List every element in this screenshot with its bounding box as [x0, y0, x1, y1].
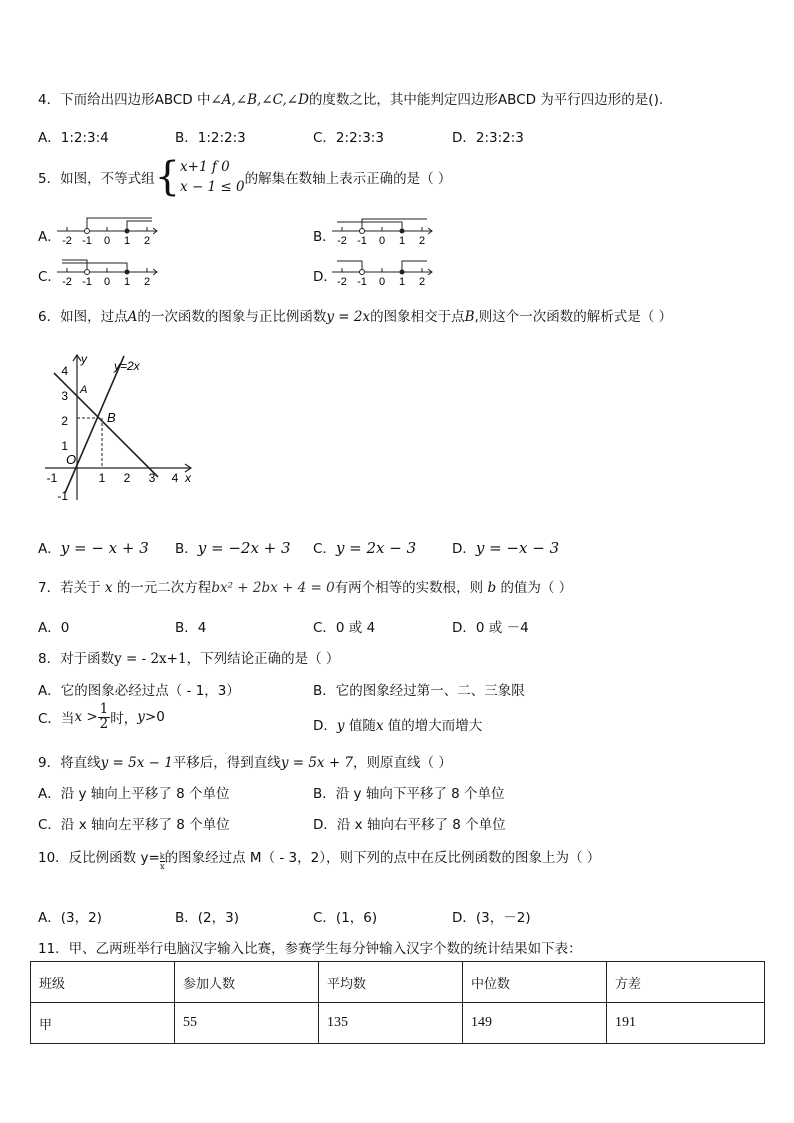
- tick-label: 0: [103, 235, 111, 245]
- q9-option-b[interactable]: B．沿 y 轴向下平移了 8 个单位: [313, 786, 505, 802]
- q5-label-d: D．: [313, 269, 337, 285]
- q6-option-a[interactable]: A．y = − x + 3: [38, 539, 149, 557]
- x-tick-label: 2: [123, 471, 131, 485]
- q6-option-d[interactable]: D．y = −x − 3: [452, 539, 560, 557]
- x-tick-label: 3: [148, 471, 156, 485]
- q7-option-b[interactable]: B．4: [175, 620, 207, 636]
- point-a-label: A: [80, 384, 88, 396]
- q8-option-d[interactable]: D．y 值随x 值的增大而增大: [313, 718, 483, 734]
- tick-label: 1: [398, 235, 406, 245]
- x-axis-label: x: [185, 471, 191, 485]
- q10-option-a[interactable]: A．(3，2): [38, 910, 102, 926]
- q4-option-a[interactable]: A．1:2:3:4: [38, 130, 109, 146]
- tick-label: 2: [143, 235, 151, 245]
- tick-label: -1: [357, 276, 367, 286]
- q6-stem: 6．如图，过点A的一次函数的图象与正比例函数y = 2x的图象相交于点B,则这个一次函数的解析式是（ ）: [38, 309, 673, 325]
- q10-stem: 10．反比例函数 y= $\frac{k}{x}$ 的图象经过点 M（ - 3，2），则下列的点中在反比例函数的图象上为（ ）: [38, 850, 601, 871]
- table-cell: 191: [607, 1003, 765, 1044]
- header-cell: 方差: [607, 962, 765, 1003]
- header-cell: 班级: [31, 962, 175, 1003]
- q7-option-c[interactable]: C．0 或 4: [313, 620, 376, 636]
- point-b-label: B: [107, 410, 116, 425]
- tick-label: 1: [123, 276, 131, 286]
- y-axis-label: y: [81, 352, 87, 366]
- left-brace-icon: {: [154, 154, 181, 200]
- tick-label: 2: [418, 235, 426, 245]
- q8-option-c[interactable]: C．当x > $\frac{1}{2}$ 时，y>0: [38, 701, 165, 732]
- tick-label: -1: [82, 276, 92, 286]
- header-cell: 平均数: [319, 962, 463, 1003]
- q5-label-c: C．: [38, 269, 61, 285]
- q4-option-b[interactable]: B．1:2:2:3: [175, 130, 246, 146]
- q5-label-a: A．: [38, 229, 61, 245]
- table-cell: 135: [319, 1003, 463, 1044]
- y-tick-label: 2: [61, 414, 68, 428]
- q10-option-b[interactable]: B．(2，3): [175, 910, 239, 926]
- q6-option-c[interactable]: C．y = 2x − 3: [313, 539, 417, 557]
- tick-label: -2: [337, 235, 347, 245]
- origin-label: O: [66, 452, 77, 467]
- tick-label: -1: [357, 235, 367, 245]
- q9-option-a[interactable]: A．沿 y 轴向上平移了 8 个单位: [38, 786, 230, 802]
- q4-stem: 4．下而给出四边形ABCD 中∠A,∠B,∠C,∠D的度数之比，其中能判定四边形ABCD 为平行四边形的是().: [38, 92, 664, 108]
- q9-stem: 9．将直线y = 5x − 1平移后，得到直线y = 5x + 7，则原直线（ ）: [38, 755, 452, 771]
- tick-label: 1: [398, 276, 406, 286]
- line-label: y=2x: [114, 359, 140, 373]
- header-cell: 参加人数: [175, 962, 319, 1003]
- y-tick-label: -1: [57, 489, 68, 503]
- q10-option-d[interactable]: D．(3，－2): [452, 910, 531, 926]
- q4-option-c[interactable]: C．2:2:3:3: [313, 130, 384, 146]
- table-header-row: [31, 962, 765, 1003]
- x-tick-label: -1: [46, 471, 58, 485]
- tick-label: 0: [103, 276, 111, 286]
- tick-label: 0: [378, 235, 386, 245]
- q8-option-a[interactable]: A．它的图象必经过点（ - 1，3）: [38, 683, 240, 699]
- table-cell: 甲: [31, 1003, 175, 1044]
- tick-label: -2: [337, 276, 347, 286]
- q7-option-a[interactable]: A．0: [38, 620, 70, 636]
- y-tick-label: 3: [61, 389, 68, 403]
- tick-label: -2: [62, 235, 72, 245]
- tick-label: 0: [378, 276, 386, 286]
- q8-stem: 8．对于函数y = - 2x+1，下列结论正确的是（ ）: [38, 651, 340, 667]
- q5-numberline-b[interactable]: [327, 215, 437, 245]
- table-cell: 55: [175, 1003, 319, 1044]
- fraction-one-half: $\frac{1}{2}$: [99, 701, 109, 732]
- tick-label: 1: [123, 235, 131, 245]
- table-row: [31, 1003, 765, 1044]
- q5-numberline-a[interactable]: [52, 215, 162, 245]
- q5-numberline-c[interactable]: [52, 256, 162, 286]
- tick-label: -1: [82, 235, 92, 245]
- x-tick-label: 1: [98, 471, 106, 485]
- q6-option-b[interactable]: B．y = −2x + 3: [175, 539, 291, 557]
- tick-label: 2: [143, 276, 151, 286]
- stats-table: [30, 961, 765, 1044]
- q5-stem: 5．如图，不等式组{ x+1 f 0 x − 1 ≤ 0 的解集在数轴上表示正确的是（ ）: [38, 154, 452, 200]
- y-tick-label: 4: [61, 364, 68, 378]
- q4-option-d[interactable]: D．2:3:2:3: [452, 130, 524, 146]
- q5-numberline-d[interactable]: [327, 256, 437, 286]
- q9-option-c[interactable]: C．沿 x 轴向左平移了 8 个单位: [38, 817, 230, 833]
- tick-label: -2: [62, 276, 72, 286]
- q7-stem: 7．若关于 x 的一元二次方程bx² + 2bx + 4 = 0有两个相等的实数根，则 b 的值为（ ）: [38, 580, 573, 596]
- tick-label: 2: [418, 276, 426, 286]
- q10-option-c[interactable]: C．(1，6): [313, 910, 378, 926]
- table-cell: 149: [463, 1003, 607, 1044]
- q7-option-d[interactable]: D．0 或 －4: [452, 620, 529, 636]
- header-cell: 中位数: [463, 962, 607, 1003]
- fraction-k-over-x: $\frac{k}{x}$: [159, 852, 165, 871]
- q9-option-d[interactable]: D．沿 x 轴向右平移了 8 个单位: [313, 817, 506, 833]
- x-tick-label: 4: [171, 471, 179, 485]
- q11-stem: 11．甲、乙两班举行电脑汉字输入比赛，参赛学生每分钟输入汉字个数的统计结果如下表：: [38, 941, 582, 957]
- q6-graph: [40, 350, 200, 505]
- q5-label-b: B．: [313, 229, 336, 245]
- q8-option-b[interactable]: B．它的图象经过第一、二、三象限: [313, 683, 525, 699]
- y-tick-label: 1: [61, 439, 68, 453]
